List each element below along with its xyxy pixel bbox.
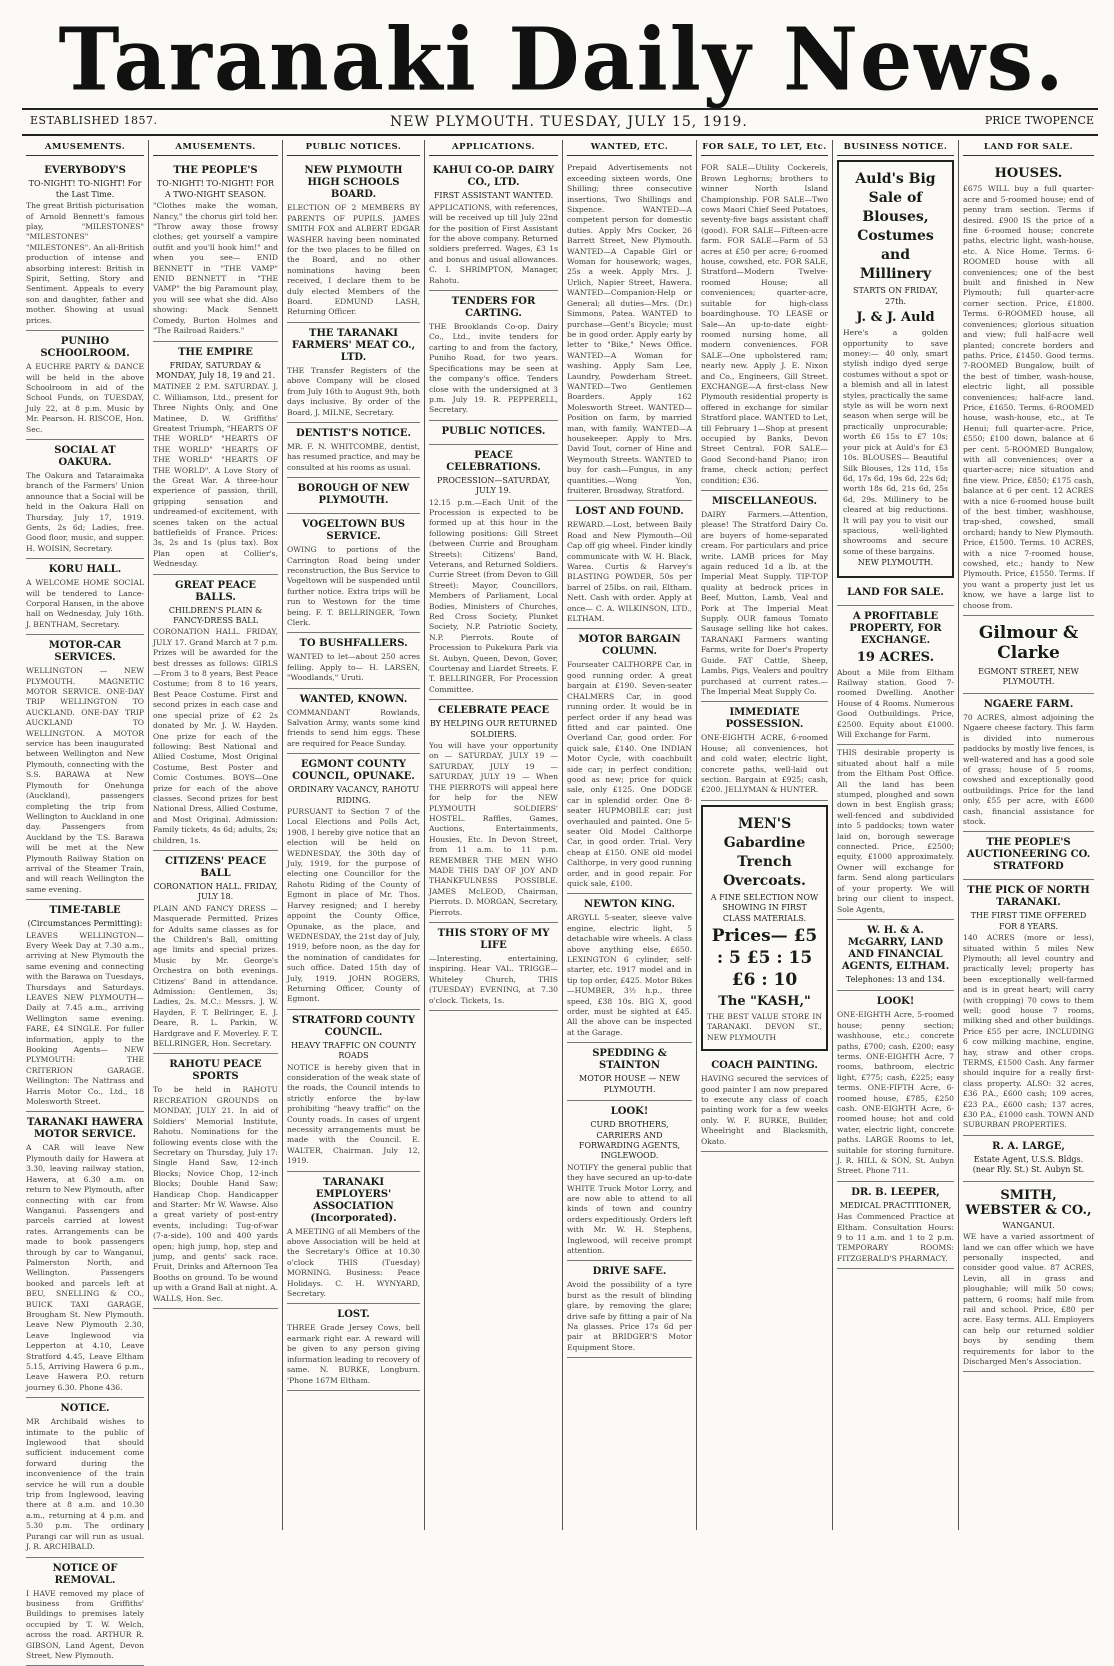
ad-heading: COACH PAINTING. xyxy=(701,1060,828,1072)
ad-large-heading: SMITH, WEBSTER & CO., xyxy=(963,1188,1094,1218)
ad-heading: MOTOR-CAR SERVICES. xyxy=(26,640,144,664)
ad-display-heading: Gilmour & Clarke xyxy=(963,623,1094,663)
column-heading: AMUSEMENTS. xyxy=(26,140,144,156)
ad-subheading: BY HELPING OUR RETURNED SOLDIERS. xyxy=(429,719,558,740)
ad-body: PURSUANT to Section 7 of the Local Elections and Polls Act, 1908, I hereby give notice that an election will be held on WEDNESDAY, the 30th day of July, 1919, for the purpose of electing one Councillor for the Rahotu Riding of the County of Egmont in place of Mr. Thos. Harvey resigned; and I hereby appoint the County Office, Opunake, as the place, and WEDNESDAY, the 21st day of July, 1919, before noon, as the day for the nomination of candidates for such office. Dated 15th day of July, 1919. JOHN ROGERS, Returning Officer, County of Egmont. xyxy=(287,807,420,1005)
ad-body: ONE-EIGHTH Acre, 5-roomed house; penny section; washhouse, etc.; concrete paths, £700; cash, £200; easy terms. ONE-EIGHTH Acre, 7 rooms, bathroom, electric light, £775; cash, £225; easy terms. ONE-FIFTH Acre, 6-roomed house, £785, £250 cash. ONE-EIGHTH Acre, 6-roomed house; hot and cold water, electric light, concrete paths. LARGE Rooms to let, suitable for storing furniture. J. R. HILL & SON, St. Aubyn Street. Phone 711. xyxy=(837,1010,954,1177)
ad-subheading: CORONATION HALL. FRIDAY, JULY 18. xyxy=(153,882,278,903)
ad-body: PLAIN AND FANCY DRESS — Masquerade Permitted. Prizes for Adults same classes as for the Children's Ball, omitting age limits and special prizes. Music by Mr. George's Orchestra on both evenings. Citizens' Band in attendance. Admission: Gentlemen, 3s; Ladies, 2s. M.C.: Messrs. J. W. Hayden, F. T. Bellringer, E. J. Deare, R. L. Parkin, W. Hardgrave and F. Moverley. F. T. BELLRINGER, Hon. Secretary. xyxy=(153,904,278,1050)
advertisement xyxy=(153,160,278,341)
established-label: ESTABLISHED 1857. xyxy=(30,114,157,127)
ad-heading: A PROFITABLE PROPERTY, FOR EXCHANGE. xyxy=(837,611,954,647)
column-8 xyxy=(958,140,1098,1530)
column-3 xyxy=(282,140,424,1530)
ad-body: THIS desirable property is situated about half a mile from the Eltham Post Office. All the land has been stumped, ploughed and sown down in best English grass; well-fenced and subdivided into 5 paddocks; town water laid on, borough sewerage connected. Price, £2500; equity, £1000 approximately. Owner will exchange for farm. Send along particulars of your property. We will bring our client to inspect. Sole Agents, xyxy=(837,748,954,915)
ad-heading: R. A. LARGE, xyxy=(963,1141,1094,1153)
ad-store-name: J. & J. Auld xyxy=(843,310,948,325)
ad-heading: THE TARANAKI FARMERS' MEAT CO., LTD. xyxy=(287,328,420,364)
ad-heading: GREAT PEACE BALLS. xyxy=(153,580,278,604)
advertisement xyxy=(26,160,144,331)
ad-body: ARGYLL 5-seater, sleeve valve engine, electric light, 5 detachable wire wheels. A class above anything else, £650. LEXINGTON 6 cylinder, self-starter, etc. 1917 model and in tip top order, £425. Motor Bikes—HUMBER, 3½ h.p., three speed, £38 10s. BIG X, good order, must be sighted at £45. All the above can be inspected at the Garage. xyxy=(567,913,692,1038)
column-heading: APPLICATIONS. xyxy=(429,140,558,156)
ad-body: WANTED to let—about 250 acres felling. Apply to— H. LARSEN, "Woodlands," Uruti. xyxy=(287,652,420,683)
advertisement xyxy=(26,900,144,1112)
ad-heading: CITIZENS' PEACE BALL xyxy=(153,856,278,880)
ad-store-location: NEW PLYMOUTH. xyxy=(843,558,948,568)
ad-body: HAVING secured the services of good painter I am now prepared to execute any class of coach painting work for a few weeks only. W. F. BURKE, Builder, Wheelright and Blacksmith, Okato. xyxy=(701,1074,828,1147)
ad-heading: MEN'S Gabardine Trench Overcoats. xyxy=(707,815,822,891)
ad-heading: THE EMPIRE xyxy=(153,347,278,359)
ad-subheading: ORDINARY VACANCY, RAHOTU RIDING. xyxy=(287,785,420,806)
advertisement xyxy=(567,1043,692,1101)
advertisement xyxy=(26,331,144,440)
ad-heading: TENDERS FOR CARTING. xyxy=(429,296,558,320)
ad-body: LEAVES WELLINGTON— Every Week Day at 7.30 a.m., arriving at New Plymouth the same evening and connecting with the Barawa on Tuesdays, Thursdays and Saturdays. LEAVES NEW PLYMOUTH— Daily at 7.45 a.m., arriving Wellington same evening. FARE, £4 SINGLE. For fuller information, apply to the Booking Agents— NEW PLYMOUTH: THE CRITERION GARAGE. Wellington: The Nattrass and Harris Motor Co., Ltd., 18 Molesworth Street. xyxy=(26,931,144,1108)
ad-heading: Auld's Big Sale of Blouses, Costumes and Millinery xyxy=(843,170,948,284)
ad-subheading: Estate Agent, U.S.S. Bldgs. (near Rly. St.) St. Aubyn St. xyxy=(963,1155,1094,1176)
advertisement xyxy=(26,1398,144,1557)
column-4 xyxy=(424,140,562,1530)
advertisement xyxy=(287,633,420,688)
ad-body: 70 ACRES, almost adjoining the Ngaere cheese factory. This farm is divided into numerous paddocks by mostly live fences, is well-watered and has a good sole of grass; house of 5 rooms, cowshed and exceptionally good outbuildings. Price for the land only, £55 per acre, with £600 cash, financial assistance for stock. xyxy=(963,713,1094,827)
ad-body: The great British picturisation of Arnold Bennett's famous play, "MILESTONES" "MILESTONES" "MILESTONES". An all-British production of intense and absorbing interest: British in Spirit, Setting, Story and Sentiment. Appeals to every son and daughter, father and mother. Showing at usual prices. xyxy=(26,201,144,326)
ad-heading: THE PICK OF NORTH TARANAKI. xyxy=(963,885,1094,909)
ad-body: I HAVE removed my place of business from Griffiths' Buildings to premises lately occupied by T. W. Welch, across the road. ARTHUR R. GIBSON, Land Agent, Devon Street, New Plymouth. xyxy=(26,1589,144,1662)
advertisement xyxy=(701,160,828,491)
ad-body: A EUCHRE PARTY & DANCE will be held in the above Schoolroom in aid of the School Funds, on TUESDAY, July 22, at 8 p.m. Music by Mr. Pearson. H. RISCOE, Hon. Sec. xyxy=(26,362,144,435)
ad-body: REWARD.—Lost, between Baily Road and New Plymouth—Oil Cap off gig wheel. Finder kindly communicate with W. H. Black, Warea. Curtis & Harvey's BLASTING POWDER, 50s per barrel of 25lbs. on rail, Eltham. Nett. Cash with order. Apply at once— C. A. WILKINSON, LTD., ELTHAM. xyxy=(567,520,692,624)
advertisement xyxy=(287,689,420,755)
ad-heading: THE PEOPLE'S xyxy=(153,165,278,177)
column-heading: BUSINESS NOTICE. xyxy=(837,140,954,156)
advertisement xyxy=(26,1558,144,1666)
advertisement xyxy=(287,1172,420,1305)
advertisement xyxy=(287,323,420,423)
masthead-rule-bottom xyxy=(22,134,1098,136)
ad-heading: NOTICE. xyxy=(26,1403,144,1415)
advertisement xyxy=(153,1054,278,1309)
ad-subheading: HEAVY TRAFFIC ON COUNTY ROADS xyxy=(287,1041,420,1062)
ad-heading: NGAERE FARM. xyxy=(963,699,1094,711)
advertisement xyxy=(963,880,1094,1136)
ad-body: COMMANDANT Rowlands, Salvation Army, wants some kind friends to send him eggs. These are required for Peace Sunday. xyxy=(287,708,420,750)
advertisement xyxy=(287,1304,420,1390)
ad-body: WE have a varied assortment of land we can offer which we have personally inspected, and consider good value. 87 ACRES, Levin, all in grass and ploughable; will milk 50 cows; pattern, 6 rooms; half mile from rail and school. Price, £80 per acre. Easy terms. ALL Employers can help our returned soldier boys by sending them requirements for labor to the Discharged Men's Association. xyxy=(963,1232,1094,1367)
ad-heading: W. H. & A. McGARRY, LAND AND FINANCIAL AGENTS, ELTHAM. xyxy=(837,925,954,973)
ad-heading: DR. B. LEEPER, xyxy=(837,1187,954,1199)
advertisement xyxy=(963,832,1094,880)
ad-body: MR. F. N. WHITCOMBE, dentist, has resumed practice, and may be consulted at his rooms as usual. xyxy=(287,442,420,473)
ad-subheading: MOTOR HOUSE — NEW PLYMOUTH. xyxy=(567,1074,692,1095)
ad-heading: NEWTON KING. xyxy=(567,899,692,911)
ad-heading: DENTIST'S NOTICE. xyxy=(287,428,420,440)
column-heading: AMUSEMENTS. xyxy=(153,140,278,156)
ad-body: Has Commenced Practice at Eltham. Consultation Hours: 9 to 11 a.m. and 1 to 2 p.m. TEMPORARY ROOMS: FITZGERALD'S PHARMACY. xyxy=(837,1212,954,1264)
ad-heading: WANTED, KNOWN. xyxy=(287,694,420,706)
advertisement xyxy=(287,1010,420,1172)
ad-body: —Interesting, entertaining, inspiring. Hear VAL. TRIGGE—Whiteley Church, THIS (TUESDAY) EVENING, at 7.30 o'clock. Tickets, 1s. xyxy=(429,954,558,1006)
advertisement xyxy=(26,1112,144,1398)
ad-heading: PUBLIC NOTICES. xyxy=(429,426,558,438)
ad-body: THREE Grade Jersey Cows, bell earmark right ear. A reward will be given to any person giving information leading to recovery of same. N. BURKE, Longburn. 'Phone 167M Eltham. xyxy=(287,1323,420,1385)
advertisement xyxy=(567,894,692,1043)
ad-heading: LOST. xyxy=(287,1309,420,1321)
ad-body: APPLICATIONS, with references, will be received up till July 22nd for the position of First Assistant for the above company. Returned soldiers preferred. Wages, £3 1s and bonus and usual allowances. C. I. SHRIMPTON, Manager, Rahotu. xyxy=(429,203,558,286)
ad-subheading: PROCESSION—SATURDAY, JULY 19. xyxy=(429,476,558,497)
advertisement xyxy=(429,923,558,1011)
ad-body: Avoid the possibility of a tyre burst as the result of blinding glare, by removing the glare; drive safe by fitting a pair of Na Na glasses. Price 17s 6d per pair at BRIDGER'S Motor Equipment Store. xyxy=(567,1280,692,1353)
ad-subheading: (Circumstances Permitting): xyxy=(26,919,144,929)
ad-body: A CAR will leave New Plymouth daily for Hawera at 3.30, leaving railway station, Hawera, at 6.30 a.m. on return to New Plymouth, after connecting with car from Wanganui. Passengers and parcels carried at lowest rates. Arrangements can be made to book passengers through by car to Wanganui, Palmerston North, and Wellington. Passengers booked and parcels left at BEU, SNELLING & CO., BUICK TAXI GARAGE, Brougham St. New Plymouth. Leave New Plymouth 2.30, Leave Inglewood via Lepperton at 4.10, Leave Stratford 4.45, Leave Eltham 5.15, Arriving Hawera 6 p.m., Leave Hawera P.O. return journey 6.30. Phone 436. xyxy=(26,1143,144,1393)
ad-heading: LOOK! xyxy=(567,1106,692,1118)
advertisement xyxy=(153,575,278,851)
ad-subheading: THE FIRST TIME OFFERED FOR 8 YEARS. xyxy=(963,911,1094,932)
ad-body: Here's a golden opportunity to save money:— 40 only, smart stylish indigo dyed serge costumes without a spot or a blemish and all in latest styles, practically the same style as will be worn next season when serge will be practically unprocurable; worth £6 15s to £7 10s; your pick at Auld's for £3 10s. BLOUSES— Beautiful Silk Blouses, 12s 11d, 15s 6d, 17s 6d, 19s 6d, 22s 6d; worth 18s 6d, 21s 6d, 25s 6d, 29s. Millinery to be cleared at big reductions. It will pay you to visit our spacious, well-lighted showrooms and secure some of these bargains. xyxy=(843,328,948,557)
ad-heading: NOTICE OF REMOVAL. xyxy=(26,1563,144,1587)
advertisement xyxy=(287,160,420,322)
ad-body: OWING to portions of the Carrington Road being under reconstruction, the Bus Service to Vogeltown will be suspended until further notice. Extra trips will be run to Westown for the time being. F. T. BELLRINGER, Town Clerk. xyxy=(287,545,420,628)
advertisement xyxy=(567,629,692,894)
ad-body: £675 WILL buy a full quarter-acre and 5-roomed house; end of penny tram section. Terms if desired. £900 IS the price of a fine 6-roomed house; concrete paths, electric light, wash-house, etc. A Nice Home. Terms. 6-ROOMED house with all conveniences; one of the best built and finished in New Plymouth; full quarter-acre corner section. Price, £1800. Terms. 6-ROOMED house, all conveniences; glorious situation and view; full half-acre well planted; concrete borders and paths. Price, £1450. Good terms. 7-ROOMED Bungalow, built of the best of timber, wash-house, electric light, all possible conveniences; half-acre land. Price, £1650. Terms. 6-ROOMED house, wash-house, etc., at Te Henui; full quarter-acre. Price, £550; £100 down, balance at 6 per cent. 5-ROOMED Bungalow, with all conveniences; over a quarter-acre; nice situation and fine view. Price, £850; £175 cash, balance at 6 per cent. 12 ACRES with a nice 6-roomed house built of the best timber, washhouse, trap-shed, cowshed, small orchard; handy to New Plymouth. Price, £1500. Terms. 10 ACRES, with a nice 7-roomed house, cowshed, etc.; handy to New Plymouth. Price, £1550. Terms. If you want a property just let us know, we have a large list to choose from. xyxy=(963,184,1094,611)
advertisement xyxy=(429,445,558,701)
ad-heading: MOTOR BARGAIN COLUMN. xyxy=(567,634,692,658)
ad-heading: TIME-TABLE xyxy=(26,905,144,917)
ad-body: MATINEE 2 P.M. SATURDAY. J. C. Williamson, Ltd., present for Three Nights Only, and One Matinee, D. W. Griffiths' Greatest Triumph, "HEARTS OF THE WORLD" "HEARTS OF THE WORLD" "HEARTS OF THE WORLD" "HEARTS OF THE WORLD". A Love Story of the Great War. A three-hour experience of passion, thrill, gripping sensation and undreamed-of excitement, with scenes taken on the actual battlefields of France. Prices: 3s, 2s and 1s (plus tax). Box Plan open at Collier's, Wednesday. xyxy=(153,382,278,569)
ad-heading: VOGELTOWN BUS SERVICE. xyxy=(287,519,420,543)
ad-body: "Clothes make the woman, Nancy," the chorus girl told her. "Throw away those frowsy clothes; get yourself a vampire outfit and you'll hook him!" and when you see— ENID BENNETT in "THE VAMP" ENID BENNETT in "THE VAMP" the big Paramount play, you will see what she did. Also showing: Mack Sennett Comedy, Burton Holmes and "The Railroad Raiders." xyxy=(153,201,278,336)
advertisement xyxy=(963,1136,1094,1182)
ad-heading: TO BUSHFALLERS. xyxy=(287,638,420,650)
advertisement xyxy=(963,616,1094,694)
advertisement xyxy=(837,606,954,746)
advertisement xyxy=(567,1261,692,1358)
advertisement xyxy=(26,635,144,900)
ad-body: NOTICE is hereby given that in consideration of the weak state of the roads, the Council intends to strictly enforce the by-law prohibiting "heavy traffic" on the County roads. In cases of urgent necessity arrangements must be made with the Council. E. WALTER, Chairman. July 12, 1919. xyxy=(287,1063,420,1167)
ad-body: WELLINGTON — NEW PLYMOUTH. MAGNETIC MOTOR SERVICE. ONE-DAY TRIP WELLINGTON TO AUCKLAND. ONE-DAY TRIP AUCKLAND TO WELLINGTON. A MOTOR service has been inaugurated between Wellington and New Plymouth, connecting with the S.S. BARAWA at New Plymouth for Onehunga (Auckland), passengers completing the trip from Wellington to Auckland in one day. Passengers from Auckland by the T.S. Barawa will be met at the New Plymouth Railway Station on arrival of the Steamer Train, and will reach Wellington the same evening. xyxy=(26,666,144,895)
advertisement xyxy=(837,920,954,991)
column-7 xyxy=(832,140,958,1530)
ad-subheading: TO-NIGHT! TO-NIGHT! For the Last Time. xyxy=(26,179,144,200)
masthead-title: Taranaki Daily News. xyxy=(30,12,1094,109)
advertisement xyxy=(26,440,144,559)
ad-body: CORONATION HALL. FRIDAY, JULY 17. Grand March at 7 p.m. Prizes will be awarded for the best dresses as follows: GIRLS—From 3 to 8 years, Best Peace Costume; from 8 to 16 years, Best Peace Costume. First and second prizes in each case and one special prize of £2 2s donated by Mr. J. W. Hayden. One prize for each of the following: Best National and Allied Costume, Most Original Costume, Best Poster and Comic Costumes. BOYS—One prize for each of the above classes. Second prizes for best National Dress, Allied Costume, and Most Original. Admission: Family tickets, 4s 6d; adults, 2s; children, 1s. xyxy=(153,627,278,846)
ad-heading: EGMONT COUNTY COUNCIL, OPUNAKE. xyxy=(287,759,420,783)
ad-body: FOR SALE—Utility Cockerels, Brown Leghorns; brothers to winner North Island Championship. FOR SALE—Two cows Maori Chief Seed Potatoes, seventy-five bags assistant chaff (good). FOR SALE—Fifteen-acre farm. FOR SALE—Farm of 53 acres at £50 per acre; 6-roomed house, cowshed, etc. FOR SALE, Stratford—Modern Twelve-roomed House; all conveniences; quarter-acre, suitable for high-class boardinghouse. TO LEASE or Sale—An up-to-date eight-roomed nursing home, all modern conveniences. FOR SALE—One upholstered ram; nearly new. Apply J. E. Nixon and Co., Engineers, Gill Street. EXCHANGE—A first-class New Plymouth residential property is offered in exchange for similar Stratford place. WANTED to Let, till February 1—Shop at present occupied by Banks, Devon Street Central. FOR SALE—Good Second-hand Piano; iron frame, check action; perfect condition; £36. xyxy=(701,163,828,486)
ad-heading: PEACE CELEBRATIONS. xyxy=(429,450,558,474)
column-5 xyxy=(562,140,696,1530)
ad-heading: EVERYBODY'S xyxy=(26,165,144,177)
ad-body: MR Archibald wishes to intimate to the public of Inglewood that should sufficient inducement come forward during the inconvenience of the train service he will run a double trip from Inglewood, leaving there at 8 a.m. and 10.30 a.m., returning at 4 p.m. and 5.30 p.m. The ordinary Purangi car will run as usual. J. R. ARCHIBALD. xyxy=(26,1417,144,1552)
advertisement xyxy=(701,1055,828,1152)
ad-subheading: Telephones: 13 and 134. xyxy=(837,975,954,985)
ad-store-name: The "KASH," xyxy=(707,994,822,1009)
advertisement xyxy=(701,702,828,800)
advertisement xyxy=(963,694,1094,832)
ad-heading: LAND FOR SALE. xyxy=(837,587,954,599)
masthead-rule-top xyxy=(22,108,1098,110)
ad-body: 12.15 p.m.—Each Unit of the Procession is expected to be formed up at this hour in the following positions: Gill Street (between Currie and Brougham Streets): Citizens' Band, Veterans, and Returned Soldiers. Currie Street (from Devon to Gill Street): Mayor, Councillors, Members of Parliament, Local Bodies, Ministers of Churches, Red Cross Society, Plunket Society, N.P. Patriotic Society, N.P. Pierrots. Route of Procession to Pukekura Park via St. Aubyn, Queen, Devon, Gover, Courtenay and Liardet Streets. F. T. BELLRINGER, For Procession Committee. xyxy=(429,498,558,696)
dateline xyxy=(30,112,1094,134)
advertisement xyxy=(963,1182,1094,1373)
ad-body: About a Mile from Eltham Railway station. Good 7-roomed Dwelling. Another House of 4 Rooms. Numerous Good Outbuildings. Price, £2500. Equity about £1000. Will Exchange for Farm. xyxy=(837,668,954,741)
column-2 xyxy=(148,140,282,1530)
advertisement xyxy=(837,745,954,920)
advertisement xyxy=(837,582,954,606)
ad-heading: THIS STORY OF MY LIFE xyxy=(429,928,558,952)
ad-heading: TARANAKI EMPLOYERS' ASSOCIATION (Incorporated). xyxy=(287,1177,420,1225)
ad-body: A WELCOME HOME SOCIAL will be tendered to Lance-Corporal Hansen, in the above hall on Wednesday, July 16th. J. BENTHAM, Secretary. xyxy=(26,578,144,630)
ad-large-heading: 19 ACRES. xyxy=(837,650,954,665)
place-date: NEW PLYMOUTH. TUESDAY, JULY 15, 1919. xyxy=(390,114,748,130)
ad-body: NOTIFY the general public that they have secured an up-to-date WHITE Truck Motor Lorry, and are now able to attend to all kinds of town and country orders expeditiously. Orders left with Mr. W. H. Stephens, Inglewood, will receive prompt attention. xyxy=(567,1163,692,1257)
ad-heading: SOCIAL AT OAKURA. xyxy=(26,445,144,469)
column-6 xyxy=(696,140,832,1530)
advertisement xyxy=(701,805,828,1051)
advertisement xyxy=(429,160,558,291)
ad-heading: STRATFORD COUNTY COUNCIL. xyxy=(287,1015,420,1039)
ad-heading: PUNIHO SCHOOLROOM. xyxy=(26,336,144,360)
ad-body: You will have your opportunity on — SATURDAY, JULY 19 — SATURDAY, JULY 19 — SATURDAY, JULY 19 — When THE PIERROTS will appeal here for help for the NEW PLYMOUTH SOLDIERS' HOSTEL. Raffles, Games, Auctions, Entertainments, Housies, Etc. In Devon Street, from 11 a.m. to 11 p.m. REMEMBER THE MEN WHO MADE THIS DAY OF JOY AND THANKFULNESS POSSIBLE. JAMES McLEOD, Chairman, Pierrots. D. MORGAN, Secretary, Pierrots. xyxy=(429,741,558,918)
advertisement xyxy=(429,700,558,923)
ad-subheading: FIRST ASSISTANT WANTED. xyxy=(429,191,558,201)
ad-heading: TARANAKI HAWERA MOTOR SERVICE. xyxy=(26,1117,144,1141)
ad-subheading: WANGANUI. xyxy=(963,1221,1094,1231)
ad-subheading: TO-NIGHT! TO-NIGHT! FOR A TWO-NIGHT SEASON. xyxy=(153,179,278,200)
advertisement xyxy=(837,160,954,577)
ad-body: To be held in RAHOTU RECREATION GROUNDS on MONDAY, JULY 21. In aid of Soldiers' Memorial Institute, Rahotu. Nominations for the following events close with the Secretary on Thursday, July 17: Single Hand Saw, 12-inch Blocks; Novice Chop, 12-inch Blocks; Double Hand Saw; Handicap Chop. Handicapper and Starter: Mr W. Wawse. Also a great variety of post-entry events, including: Tug-of-war (7-a-side), 100 and 400 yards open; high jump, hop, step and jump, and gents' sack race. Fruit, Drinks and Afternoon Tea Booths on ground. To be wound up with a Grand Ball at night. A. WALLS, Hon. Sec. xyxy=(153,1085,278,1304)
advertisement xyxy=(287,423,420,478)
ad-heading: NEW PLYMOUTH HIGH SCHOOLS BOARD. xyxy=(287,165,420,201)
ad-heading: DRIVE SAFE. xyxy=(567,1266,692,1278)
advertisement xyxy=(287,754,420,1010)
ad-body: A MEETING of all Members of the above Association will be held at the Secretary's Office at 10.30 o'clock THIS (Tuesday) MORNING. Business: Peace Holidays. C. H. WYNYARD, Secretary. xyxy=(287,1227,420,1300)
ad-heading: BOROUGH OF NEW PLYMOUTH. xyxy=(287,483,420,507)
ad-heading: CELEBRATE PEACE xyxy=(429,705,558,717)
ad-body: THE BEST VALUE STORE IN TARANAKI. DEVON ST., NEW PLYMOUTH xyxy=(707,1012,822,1043)
advertisement xyxy=(567,1101,692,1261)
column-heading: LAND FOR SALE. xyxy=(963,140,1094,156)
ad-subheading: CHILDREN'S PLAIN & FANCY-DRESS BALL xyxy=(153,606,278,627)
ad-body: THE Brooklands Co-op. Dairy Co., Ltd., invite tenders for carting to and from the factory, Puniho Road, for two years. Specifications may be seen at the company's office. Tenders close with the undersigned at 3 p.m. July 19. R. PEPPERELL, Secretary. xyxy=(429,322,558,416)
columns-area xyxy=(22,140,1098,1530)
ad-subheading: STARTS ON FRIDAY, 27th. xyxy=(843,286,948,307)
ad-body: ELECTION OF 2 MEMBERS BY PARENTS OF PUPILS. JAMES SMITH FOX and ALBERT EDGAR WASHER having been nominated for the two places to be filled on the Board, and no other nominations having been received, I declare them to be duly elected Members of the Board. EDMUND LASH, Returning Officer. xyxy=(287,203,420,317)
advertisement xyxy=(837,991,954,1182)
column-1 xyxy=(22,140,148,1530)
ad-body: Fourseater CALTHORPE Car, in good running order. A great bargain at £190. Seven-seater CHALMERS Car, in good running order. It would be in perfect order if any head was fitted and car painted. One Overland Car, good order. For quick sale, £140. One INDIAN Motor Cycle, with coachbuilt side car; in perfect condition; good as new; price for quick sale, only £125. One DODGE car in splendid order. One 8-seater HUPMOBILE car; just overhauled and painted. One 5-seater Old Model Calthorpe Car, in good order. Trial. Very cheap at £150. ONE old model Calthorpe, in very good running order, and in good repair. For quick sale, £100. xyxy=(567,660,692,889)
ad-heading: LOOK! xyxy=(837,996,954,1008)
ad-subheading: MEDICAL PRACTITIONER, xyxy=(837,1201,954,1211)
masthead xyxy=(30,14,1094,106)
ad-subheading: CURD BROTHERS, CARRIERS AND FORWARDING AGENTS, INGLEWOOD. xyxy=(567,1120,692,1162)
ad-heading: THE PEOPLE'S AUCTIONEERING CO. STRATFORD xyxy=(963,837,1094,873)
ad-heading: SPEDDING & STAINTON xyxy=(567,1048,692,1072)
ad-body: Prepaid Advertisements not exceeding sixteen words, One Shilling; three consecutive insertions, Two Shillings and Sixpence. WANTED—A competent person for domestic duties. Apply Mrs Cocker, 26 Barrett Street, New Plymouth. WANTED—A Capable Girl or Woman for housework; wages, 25s a week. Apply Mrs. J. Urlich, Napier Street, Hawera. WANTED—Companion-Help or General; all duties—Mrs. (Dr.) Simmons, Patea. WANTED to purchase—Gent's Bicycle; must be in good order. Apply early by letter to "Bike," News Office. WANTED—A Woman for washing. Apply Sam Lee, Laundry, Powderham Street. WANTED—Two Gentlemen Boarders. Apply 162 Molesworth Street. WANTED—Position on farm, by married man, with family. WANTED—A housekeeper. Apply to Mrs. David Tout, corner of Hine and Weymouth Streets. WANTED to buy for cash—Fungus, in any quantities.—Wong Yon, fruiterer, Broadway, Stratford. xyxy=(567,163,692,496)
advertisement xyxy=(963,160,1094,616)
column-heading: WANTED, ETC. xyxy=(567,140,692,156)
ad-body: THE Transfer Registers of the above Company will be closed from July 16th to August 9th, both days inclusive. By order of the Board, J. MILNE, Secretary. xyxy=(287,366,420,418)
ad-heading: RAHOTU PEACE SPORTS xyxy=(153,1059,278,1083)
ad-heading: KORU HALL. xyxy=(26,564,144,576)
ad-body: 140 ACRES (more or less), situated within 5 miles New Plymouth; all level country and practically level; property has been exceptionally well-farmed and is in great heart; will carry (with cropping) 70 cows to them well; good house 7 rooms, milking shed and other buildings. Price £55 per acre, INCLUDING 6 cow milking machine, engine, hay, straw and other crops. TERMS, £1500 Cash. Any farmer should inquire for a really first-class property. ALSO: 32 acres, £36 P.A., £600 cash; 109 acres, £23 P.A., £600 cash; 137 acres, £30 P.A., £1000 cash. TOWN AND SUBURBAN PROPERTIES. xyxy=(963,933,1094,1131)
ad-body: ONE-EIGHTH ACRE, 6-roomed House; all conveniences, hot and cold water, electric light, concrete paths, well-laid out section. Bargain at £925; cash, £200. JELLYMAN & HUNTER. xyxy=(701,733,828,795)
advertisement xyxy=(153,851,278,1055)
ad-body: DAIRY Farmers.—Attention, please! The Stratford Dairy Co. are buyers of home-separated cream. For particulars and price write. LAMB prices for May again reduced 1d a lb. at the Imperial Meat Supply. TIP-TOP quality at bedrock prices in Beef, Mutton, Lamb, Veal and Pork at The Imperial Meat Supply. OUR famous Tomato Sausage selling like hot cakes. TARANAKI Farmers wanting Farms, write for Doer's Property Guide. FAT Cattle, Sheep, Lambs, Pigs, Vealers and poultry purchased at current rates.—The Imperial Meat Supply Co. xyxy=(701,510,828,697)
ad-heading: KAHUI CO-OP. DAIRY CO., LTD. xyxy=(429,165,558,189)
ad-subheading: FRIDAY, SATURDAY & MONDAY, July 18, 19 and 21. xyxy=(153,361,278,382)
ad-heading: IMMEDIATE POSSESSION. xyxy=(701,707,828,731)
advertisement xyxy=(26,559,144,635)
advertisement xyxy=(429,291,558,421)
price-label: PRICE TWOPENCE xyxy=(985,114,1094,127)
column-heading: PUBLIC NOTICES. xyxy=(287,140,420,156)
advertisement xyxy=(567,160,692,501)
ad-subheading: A FINE SELECTION NOW SHOWING IN FIRST CLASS MATERIALS. xyxy=(707,893,822,924)
ad-body: The Oakura and Tataraimaka branch of the Farmers' Union announce that a Social will be held in the Oakura Hall on Thursday, July 17, 1919. Gents, 2s 6d; Ladies, free. Good floor, music, and supper. H. WOISIN, Secretary. xyxy=(26,471,144,554)
advertisement xyxy=(837,1182,954,1269)
advertisement xyxy=(287,478,420,514)
advertisement xyxy=(153,342,278,575)
ad-heading: MISCELLANEOUS. xyxy=(701,496,828,508)
ad-prices: Prices— £5 : 5 £5 : 15 £6 : 10 xyxy=(707,925,822,991)
ad-heading: LOST AND FOUND. xyxy=(567,506,692,518)
advertisement xyxy=(567,501,692,629)
ad-subheading: EGMONT STREET, NEW PLYMOUTH. xyxy=(963,667,1094,688)
advertisement xyxy=(287,514,420,633)
advertisement xyxy=(429,421,558,445)
column-heading: FOR SALE, TO LET, Etc. xyxy=(701,140,828,156)
ad-large-heading: HOUSES. xyxy=(963,166,1094,181)
advertisement xyxy=(701,491,828,702)
